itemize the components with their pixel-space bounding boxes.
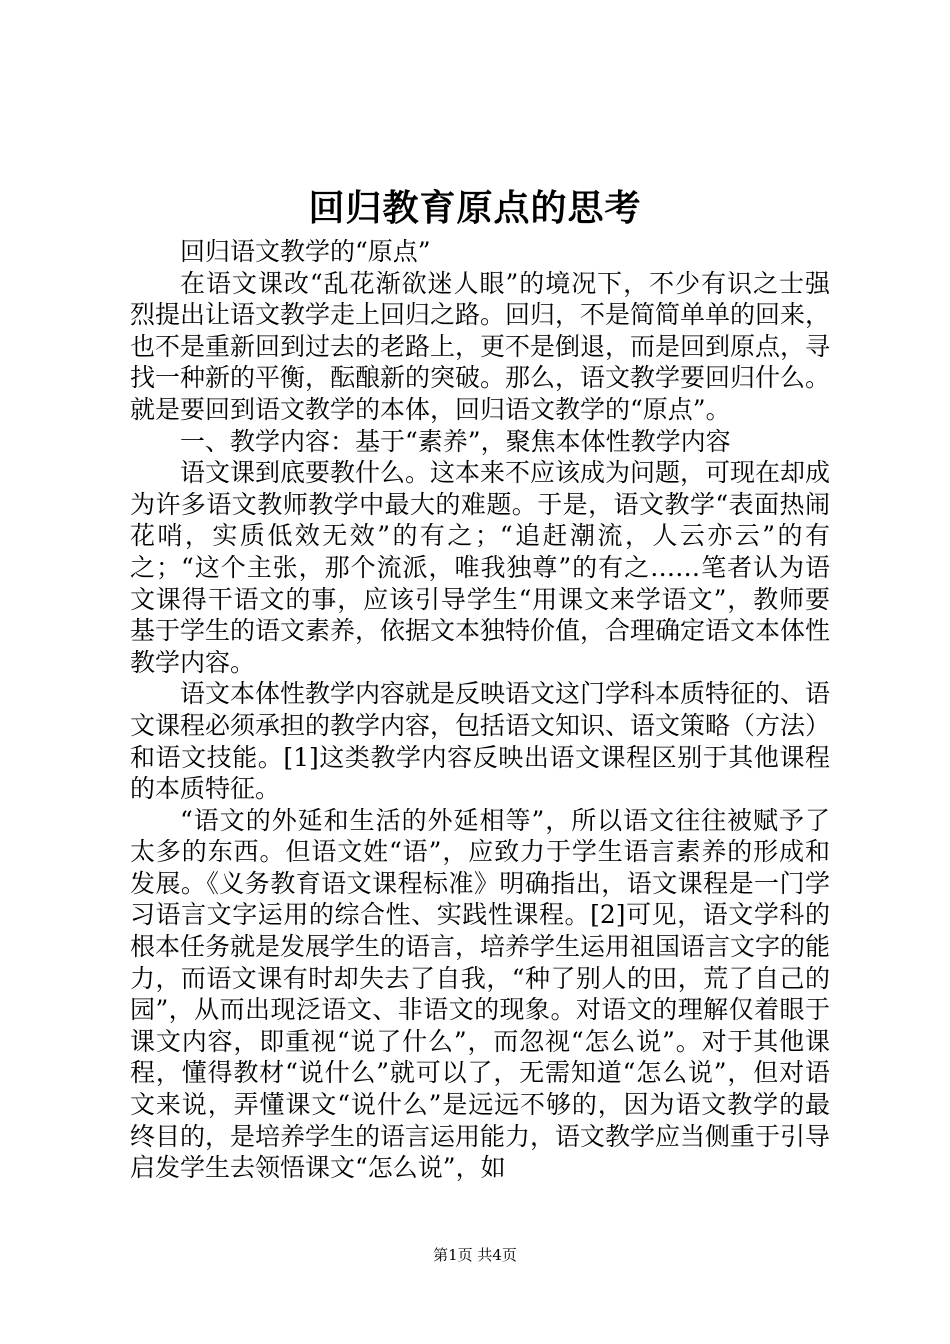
paragraph: 在语文课改“乱花渐欲迷人眼”的境况下，不少有识之士强烈提出让语文教学走上回归之路。回归，不是简简单单的回来，也不是重新回到过去的老路上，更不是倒退，而是回到原点，寻找一种新的平衡，酝酿新的突破。那么，语文教学要回归什么。就是要回到语文教学的本体，回归语文教学的“原点”。 [130,268,831,424]
document-title: 回归教育原点的思考 [308,187,642,229]
paragraph-subtitle: 回归语文教学的“原点” [180,237,431,266]
paragraph: “语文的外延和生活的外延相等”，所以语文往往被赋予了太多的东西。但语文姓“语”，应致力于学生语言素养的形成和发展。《义务教育语文课程标准》明确指出，语文课程是一门学习语言文字运用的综合性、实践性课程。[2]可见，语文学科的根本任务就是发展学生的语言，培养学生运用祖国语言文字的能力，而语文课有时却失去了自我，“种了别人的田，荒了自己的园”，从而出现泛语文、非语文的现象。对语文的理解仅着眼于课文内容，即重视“说了什么”，而忽视“怎么说”。对于其他课程，懂得教材“说什么”就可以了，无需知道“怎么说”，但对语文来说，弄懂课文“说什么”是远远不够的，因为语文教学的最终目的，是培养学生的语言运用能力，语文教学应当侧重于引导启发学生去领悟课文“怎么说”，如 [130,805,831,1183]
page-number-footer: 第1页 共4页 [433,1246,517,1264]
paragraph: 语文本体性教学内容就是反映语文这门学科本质特征的、语文课程必须承担的教学内容，包括语文知识、语文策略（方法）和语文技能。[1]这类教学内容反映出语文课程区别于其他课程的本质特征。 [130,679,831,804]
paragraph: 语文课到底要教什么。这本来不应该成为问题，可现在却成为许多语文教师教学中最大的难题。于是，语文教学“表面热闹花哨，实质低效无效”的有之；“追赶潮流，人云亦云”的有之；“这个主张，那个流派，唯我独尊”的有之……笔者认为语文课得干语文的事，应该引导学生“用课文来学语文”，教师要基于学生的语文素养，依据文本独特价值，合理确定语文本体性教学内容。 [130,458,831,677]
section-heading: 一、教学内容：基于“素养”，聚焦本体性教学内容 [180,426,731,456]
document-body [130,236,830,1184]
